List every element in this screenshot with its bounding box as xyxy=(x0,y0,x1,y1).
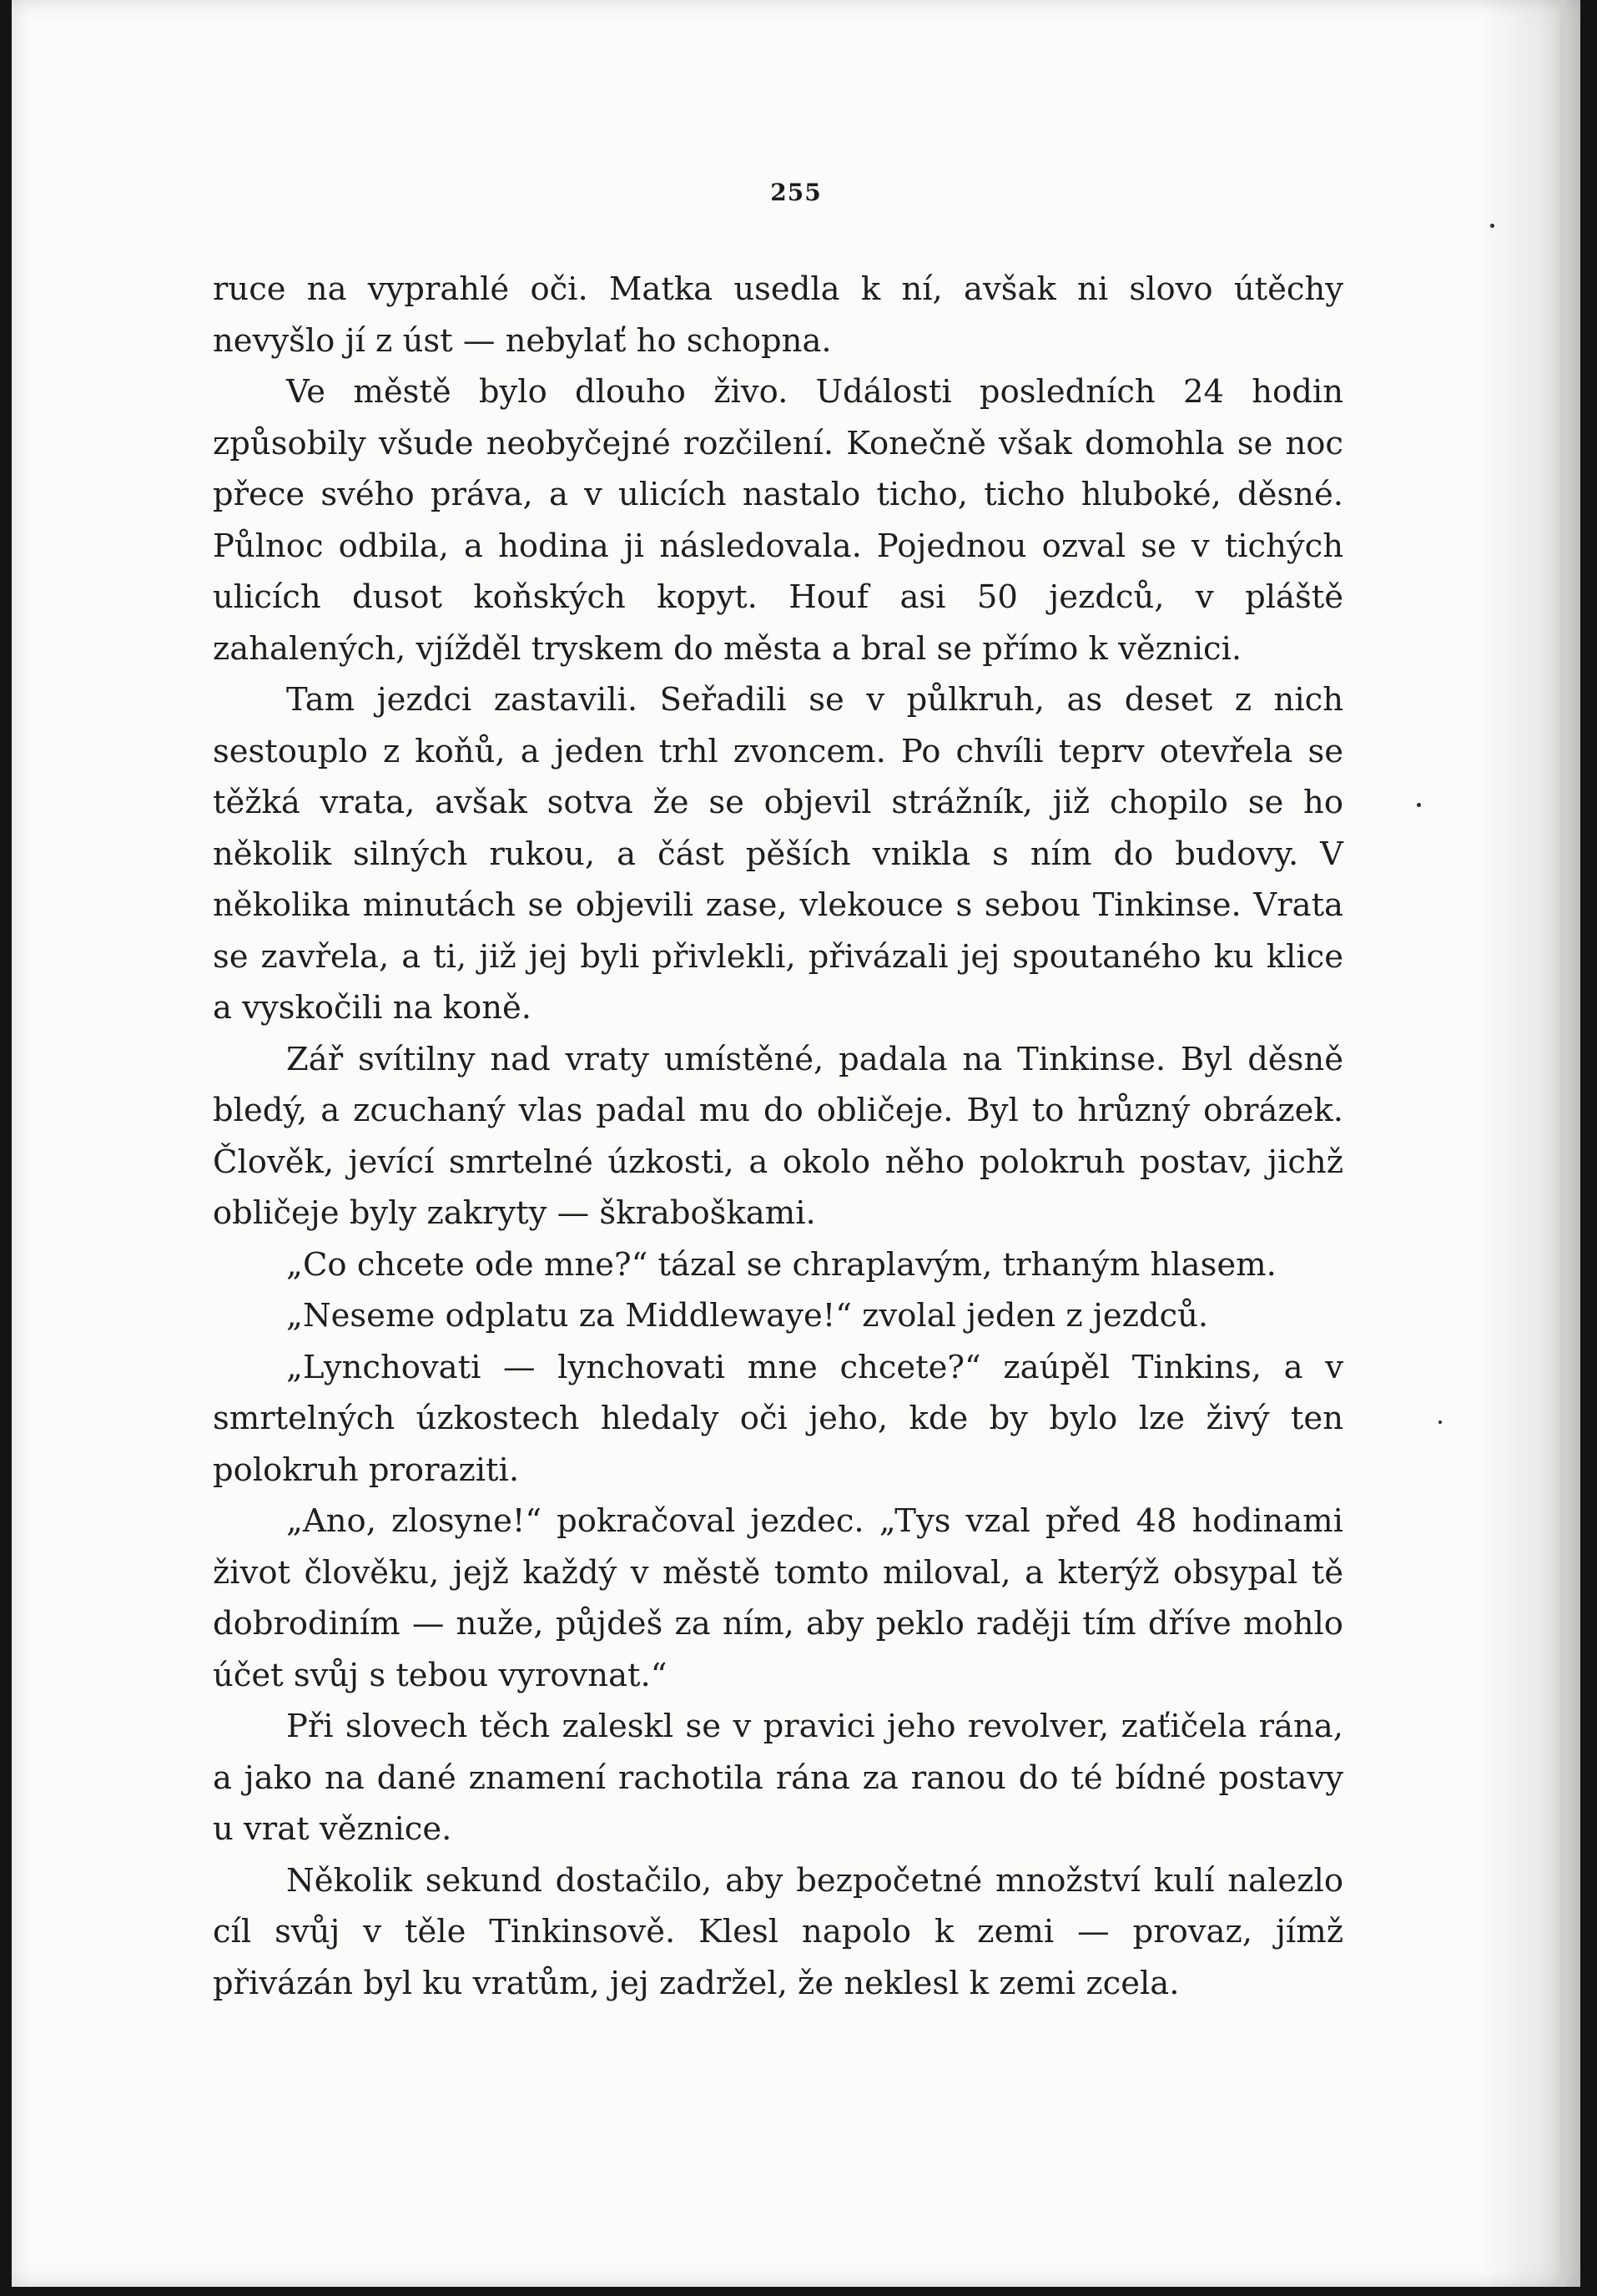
paragraph: Tam jezdci zastavili. Seřadili se v půlkruh, as deset z nich sestouplo z koňů, a jeden trhl zvoncem. Po chvíli teprv otevřela se těžká vrata, avšak sotva že se objevil strážník, již chopilo se ho několik silných rukou, a část pěších vnikla s ním do budovy. V několika minutách se objevili zase, vlekouce s sebou Tinkinse. Vrata se zavřela, a ti, již jej byli přivlekli, přivázali jej spoutaného ku klice a vyskočili na koně. xyxy=(213,681,1343,1027)
paragraph: Několik sekund dostačilo, aby bezpočetné množství kulí nalezlo cíl svůj v těle Tinkinsově. Klesl napolo k zemi — provaz, jímž přivázán byl ku vratům, jej zadržel, že neklesl k zemi zcela. xyxy=(213,1861,1343,2002)
scan-speck xyxy=(1417,803,1421,807)
page-edge-line xyxy=(1560,0,1565,2287)
paragraph: Zář svítilny nad vraty umístěné, padala na Tinkinse. Byl děsně bledý, a zcuchaný vlas padal mu do obličeje. Byl to hrůzný obrázek. Člověk, jevící smrtelné úzkosti, a okolo něho polokruh postav, jichž obličeje byly zakryty — škraboškami. xyxy=(213,1040,1343,1232)
page-gutter-shadow xyxy=(1480,0,1580,2287)
book-page xyxy=(12,0,1580,2287)
paragraph-dialogue: „Co chcete ode mne?“ tázal se chraplavým, trhaným hlasem. xyxy=(286,1245,1277,1284)
paragraph: Ve městě bylo dlouho živo. Události posledních 24 hodin způsobily všude neobyčejné rozčilení. Konečně však domohla se noc přece svého práva, a v ulicích nastalo ticho, ticho hluboké, děsné. Půlnoc odbila, a hodina ji následovala. Pojednou ozval se v tichých ulicích dusot koňských kopyt. Houf asi 50 jezdců, v pláště zahalených, vjížděl tryskem do města a bral se přímo k věznici. xyxy=(213,373,1343,668)
body-text xyxy=(213,264,1343,2009)
paragraph: Při slovech těch zaleskl se v pravici jeho revolver, zaťičela rána, a jako na dané znamení rachotila rána za ranou do té bídné postavy u vrat věznice. xyxy=(213,1708,1343,1848)
paragraph-continuation: ruce na vyprahlé oči. Matka usedla k ní, avšak ni slovo útěchy nevyšlo jí z úst — nebylať ho schopna. xyxy=(213,270,1343,360)
page-number: 255 xyxy=(770,179,822,206)
scan-speck xyxy=(1490,224,1494,228)
paragraph-dialogue: „Ano, zlosyne!“ pokračoval jezdec. „Tys vzal před 48 hodinami život člověku, jejž každý v městě tomto miloval, a kterýž obsypal tě dobrodiním — nuže, půjdeš za ním, aby peklo raději tím dříve mohlo účet svůj s tebou vyrovnat.“ xyxy=(213,1502,1343,1694)
paragraph-dialogue: „Neseme odplatu za Middlewaye!“ zvolal jeden z jezdců. xyxy=(286,1297,1209,1335)
paragraph-dialogue: „Lynchovati — lynchovati mne chcete?“ zaúpěl Tinkins, a v smrtelných úzkostech hledaly oči jeho, kde by bylo lze živý ten polokruh proraziti. xyxy=(213,1348,1343,1489)
scan-speck xyxy=(1438,1420,1442,1424)
